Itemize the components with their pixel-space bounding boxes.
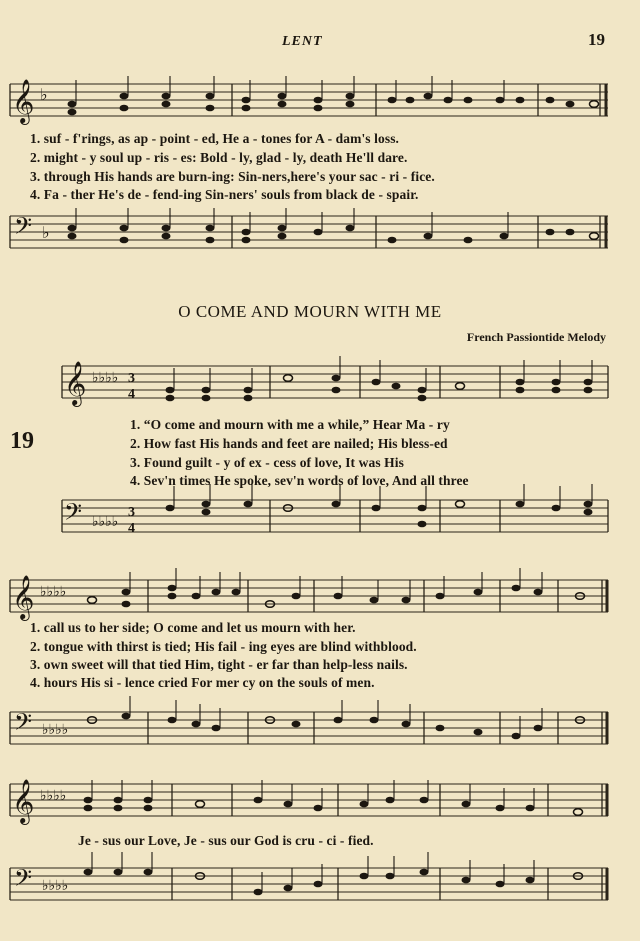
key-signature-flats: ♭♭♭♭ [40, 585, 67, 600]
system-1-treble-staff [0, 76, 640, 126]
hymn-number: 19 [10, 428, 34, 454]
treble-clef-icon: 𝄞 [64, 363, 87, 405]
system-2-treble-staff [0, 354, 640, 404]
key-signature-flats: ♭♭♭♭ [92, 371, 119, 386]
system-1-verse-4: 4. Fa - ther He's de - fend-ing Sin-ners' souls from black de - spair. [30, 187, 419, 202]
flat-icon: ♭ [42, 225, 50, 242]
system-4-bass-staff [0, 860, 640, 910]
bass-clef-icon: 𝄢 [14, 710, 33, 741]
hymn-title: O COME AND MOURN WITH ME [178, 302, 442, 321]
page-header [0, 30, 640, 54]
system-4-verse-1: Je - sus our Love, Je - sus our God is cru - ci - fied. [78, 833, 374, 848]
system-1-verse-2: 2. might - y soul up - ris - es: Bold - ly, glad - ly, death He'll dare. [30, 150, 408, 165]
page-number: 19 [588, 30, 605, 49]
system-3-verse-2: 2. tongue with thirst is tied; His fail - ing eyes are blind withblood. [30, 639, 417, 654]
running-head: LENT [282, 34, 323, 49]
system-3-bass-staff [0, 704, 640, 754]
system-3-verse-1: 1. call us to her side; O come and let us mourn with her. [30, 620, 356, 635]
treble-clef-icon: 𝄞 [12, 577, 35, 619]
system-3-verse-3: 3. own sweet will that tied Him, tight - er far than help-less nails. [30, 657, 408, 672]
notes [68, 93, 599, 116]
bass-clef-icon: 𝄢 [14, 866, 33, 897]
system-2-verse-3: 3. Found guilt - y of ex - cess of love, It was His [130, 455, 404, 470]
system-2-verse-1: 1. “O come and mourn with me a while,” Hear Ma - ry [130, 417, 450, 432]
system-2-verse-4: 4. Sev'n times He spoke, sev'n words of love, And all three [130, 473, 469, 488]
key-signature-flats: ♭♭♭♭ [92, 515, 119, 530]
system-4-treble-staff [0, 776, 640, 826]
tune-credit: French Passiontide Melody [466, 330, 606, 344]
treble-clef-icon: 𝄞 [12, 81, 35, 123]
bass-clef-icon: 𝄢 [64, 500, 83, 531]
system-1-verse-3: 3. through His hands are burn-ing: Sin-ners,here's your sac - ri - fice. [30, 169, 435, 184]
time-signature-top: 3 [128, 371, 135, 386]
system-2-bass-staff [0, 492, 640, 542]
system-3-treble-staff [0, 572, 640, 622]
key-signature-flats: ♭♭♭♭ [42, 723, 69, 738]
time-signature-bottom: 4 [128, 387, 135, 402]
time-signature-top: 3 [128, 505, 135, 520]
system-1-bass-staff [0, 208, 640, 258]
key-signature-flats: ♭♭♭♭ [42, 879, 69, 894]
system-3-verse-4: 4. hours His si - lence cried For mer cy on the souls of men. [30, 675, 375, 690]
treble-clef-icon: 𝄞 [12, 781, 35, 823]
time-signature-bottom: 4 [128, 521, 135, 536]
system-1-verse-1: 1. suf - f'rings, as ap - point - ed, He a - tones for A - dam's loss. [30, 131, 400, 146]
key-signature-flats: ♭♭♭♭ [40, 789, 67, 804]
system-2-verse-2: 2. How fast His hands and feet are nailed; His bless-ed [130, 436, 448, 451]
flat-icon: ♭ [40, 87, 48, 104]
bass-clef-icon: 𝄢 [14, 214, 33, 245]
